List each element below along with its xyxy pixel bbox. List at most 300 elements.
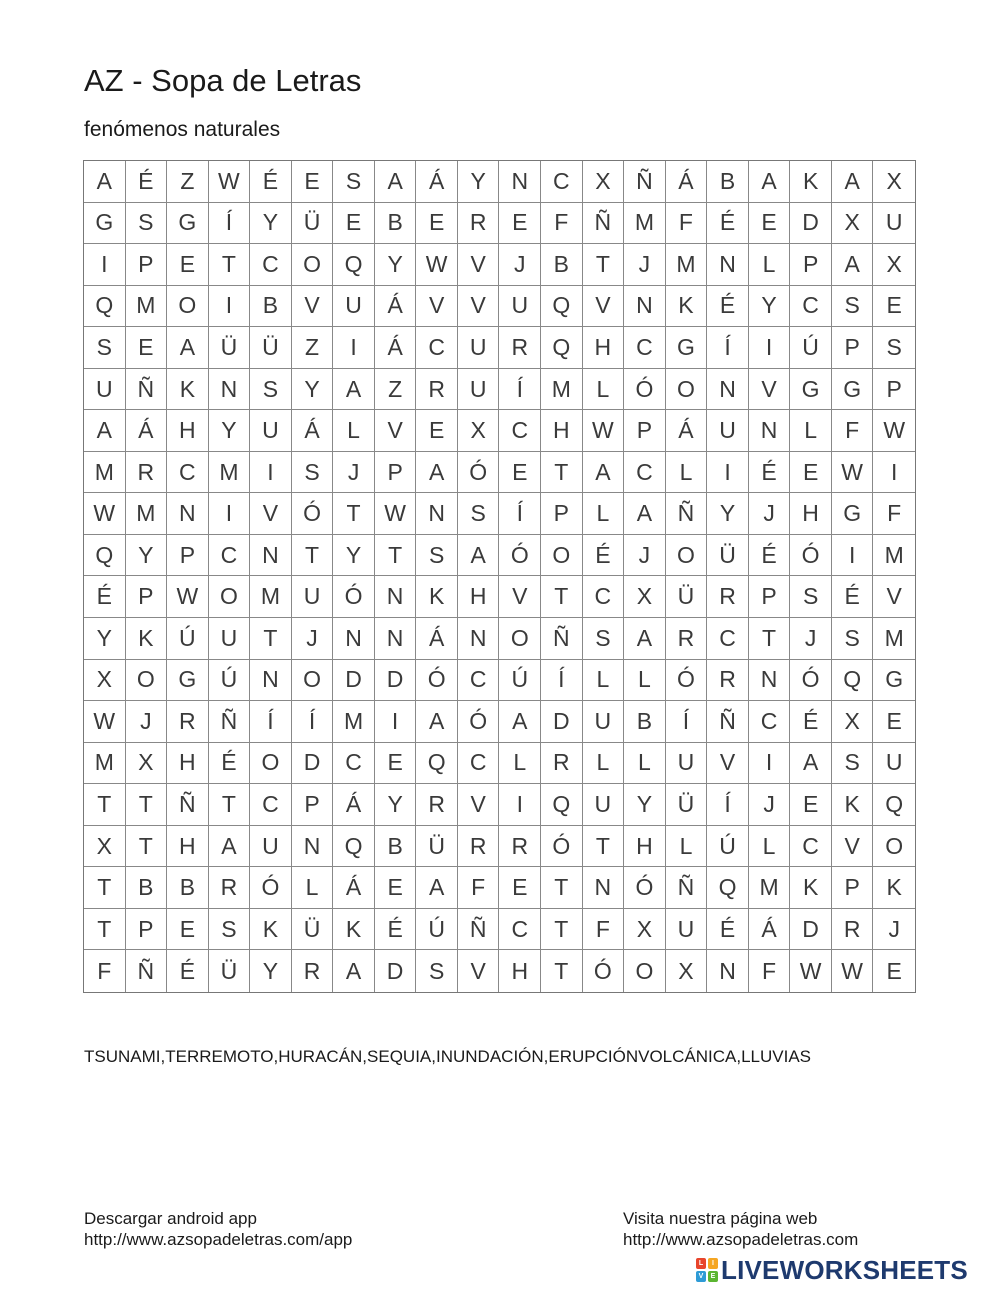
- grid-cell: N: [167, 493, 209, 535]
- grid-cell: V: [707, 743, 749, 785]
- grid-cell: O: [624, 950, 666, 992]
- grid-cell: N: [292, 826, 334, 868]
- grid-cell: R: [832, 909, 874, 951]
- grid-cell: S: [873, 327, 915, 369]
- grid-cell: R: [167, 701, 209, 743]
- grid-cell: Á: [666, 161, 708, 203]
- grid-cell: E: [416, 203, 458, 245]
- grid-cell: I: [873, 452, 915, 494]
- grid-cell: A: [790, 743, 832, 785]
- grid-cell: E: [873, 286, 915, 328]
- website-label: Visita nuestra página web: [623, 1209, 818, 1228]
- grid-cell: Ñ: [126, 950, 168, 992]
- grid-cell: É: [126, 161, 168, 203]
- grid-cell: V: [499, 576, 541, 618]
- grid-cell: Ñ: [624, 161, 666, 203]
- grid-cell: Á: [666, 410, 708, 452]
- grid-cell: J: [749, 493, 791, 535]
- grid-cell: J: [499, 244, 541, 286]
- grid-cell: A: [749, 161, 791, 203]
- grid-cell: V: [832, 826, 874, 868]
- grid-cell: Á: [375, 327, 417, 369]
- grid-cell: Ú: [416, 909, 458, 951]
- grid-cell: M: [250, 576, 292, 618]
- grid-cell: P: [624, 410, 666, 452]
- grid-cell: B: [541, 244, 583, 286]
- grid-cell: S: [126, 203, 168, 245]
- grid-cell: C: [250, 244, 292, 286]
- grid-cell: E: [790, 452, 832, 494]
- grid-cell: X: [873, 244, 915, 286]
- grid-cell: É: [832, 576, 874, 618]
- grid-cell: Y: [292, 369, 334, 411]
- grid-cell: J: [790, 618, 832, 660]
- grid-cell: Ó: [624, 369, 666, 411]
- grid-cell: C: [499, 909, 541, 951]
- grid-cell: V: [292, 286, 334, 328]
- grid-cell: M: [84, 743, 126, 785]
- grid-cell: N: [416, 493, 458, 535]
- grid-cell: X: [832, 203, 874, 245]
- grid-cell: P: [749, 576, 791, 618]
- grid-cell: K: [333, 909, 375, 951]
- grid-cell: E: [499, 203, 541, 245]
- grid-cell: G: [832, 493, 874, 535]
- grid-cell: Ó: [458, 701, 500, 743]
- grid-cell: C: [458, 660, 500, 702]
- grid-cell: Q: [333, 826, 375, 868]
- grid-cell: O: [499, 618, 541, 660]
- grid-cell: R: [458, 826, 500, 868]
- grid-cell: Í: [250, 701, 292, 743]
- grid-cell: W: [84, 493, 126, 535]
- grid-cell: X: [84, 826, 126, 868]
- grid-cell: A: [84, 161, 126, 203]
- grid-cell: N: [624, 286, 666, 328]
- grid-cell: C: [624, 327, 666, 369]
- grid-cell: E: [416, 410, 458, 452]
- grid-cell: T: [541, 950, 583, 992]
- grid-cell: M: [873, 535, 915, 577]
- grid-cell: G: [84, 203, 126, 245]
- grid-cell: Ú: [499, 660, 541, 702]
- grid-cell: C: [209, 535, 251, 577]
- grid-cell: C: [583, 576, 625, 618]
- grid-cell: P: [541, 493, 583, 535]
- grid-cell: P: [126, 576, 168, 618]
- grid-cell: Ñ: [541, 618, 583, 660]
- grid-cell: M: [209, 452, 251, 494]
- grid-cell: F: [458, 867, 500, 909]
- grid-cell: M: [666, 244, 708, 286]
- grid-cell: Í: [541, 660, 583, 702]
- grid-cell: É: [375, 909, 417, 951]
- grid-cell: C: [499, 410, 541, 452]
- grid-cell: C: [333, 743, 375, 785]
- grid-cell: Ó: [541, 826, 583, 868]
- grid-cell: Z: [167, 161, 209, 203]
- grid-cell: L: [583, 369, 625, 411]
- grid-cell: Ñ: [666, 867, 708, 909]
- grid-cell: U: [84, 369, 126, 411]
- grid-cell: U: [458, 327, 500, 369]
- grid-cell: K: [167, 369, 209, 411]
- grid-cell: A: [375, 161, 417, 203]
- grid-cell: A: [624, 618, 666, 660]
- grid-cell: S: [416, 535, 458, 577]
- grid-cell: N: [333, 618, 375, 660]
- grid-cell: B: [624, 701, 666, 743]
- grid-cell: R: [292, 950, 334, 992]
- grid-cell: V: [375, 410, 417, 452]
- grid-cell: M: [84, 452, 126, 494]
- logo-square: V: [696, 1271, 706, 1282]
- liveworksheets-logo-icon: [696, 1258, 718, 1282]
- grid-cell: Ú: [209, 660, 251, 702]
- grid-cell: V: [416, 286, 458, 328]
- grid-cell: W: [416, 244, 458, 286]
- grid-cell: Ó: [416, 660, 458, 702]
- grid-cell: C: [790, 826, 832, 868]
- grid-cell: E: [499, 452, 541, 494]
- grid-cell: T: [749, 618, 791, 660]
- grid-cell: B: [250, 286, 292, 328]
- grid-cell: B: [167, 867, 209, 909]
- grid-cell: M: [873, 618, 915, 660]
- grid-cell: N: [707, 950, 749, 992]
- grid-cell: E: [873, 701, 915, 743]
- grid-cell: Ó: [666, 660, 708, 702]
- grid-cell: V: [458, 784, 500, 826]
- grid-cell: K: [873, 867, 915, 909]
- grid-cell: O: [167, 286, 209, 328]
- grid-cell: P: [832, 867, 874, 909]
- grid-cell: Á: [333, 867, 375, 909]
- grid-cell: I: [707, 452, 749, 494]
- grid-cell: P: [790, 244, 832, 286]
- grid-cell: D: [292, 743, 334, 785]
- grid-cell: S: [416, 950, 458, 992]
- grid-cell: O: [666, 369, 708, 411]
- grid-cell: B: [126, 867, 168, 909]
- grid-cell: N: [583, 867, 625, 909]
- grid-cell: É: [749, 535, 791, 577]
- grid-cell: L: [624, 660, 666, 702]
- grid-cell: N: [375, 618, 417, 660]
- grid-cell: Y: [749, 286, 791, 328]
- grid-cell: H: [583, 327, 625, 369]
- grid-cell: Y: [333, 535, 375, 577]
- grid-cell: V: [749, 369, 791, 411]
- grid-cell: A: [499, 701, 541, 743]
- grid-cell: M: [126, 493, 168, 535]
- grid-cell: D: [541, 701, 583, 743]
- grid-cell: F: [666, 203, 708, 245]
- grid-cell: Ü: [292, 909, 334, 951]
- grid-cell: H: [624, 826, 666, 868]
- website-link[interactable]: http://www.azsopadeletras.com: [623, 1230, 859, 1249]
- grid-cell: S: [84, 327, 126, 369]
- grid-cell: Ú: [707, 826, 749, 868]
- grid-cell: Ñ: [209, 701, 251, 743]
- grid-cell: T: [583, 826, 625, 868]
- grid-cell: Ó: [790, 660, 832, 702]
- grid-cell: Ü: [250, 327, 292, 369]
- grid-cell: Ü: [292, 203, 334, 245]
- grid-cell: Ú: [790, 327, 832, 369]
- grid-cell: M: [541, 369, 583, 411]
- grid-cell: S: [292, 452, 334, 494]
- grid-cell: F: [84, 950, 126, 992]
- grid-cell: F: [832, 410, 874, 452]
- grid-cell: H: [167, 410, 209, 452]
- grid-cell: W: [790, 950, 832, 992]
- grid-cell: Y: [209, 410, 251, 452]
- grid-cell: L: [749, 244, 791, 286]
- grid-cell: Ü: [666, 784, 708, 826]
- grid-cell: Q: [832, 660, 874, 702]
- grid-cell: F: [873, 493, 915, 535]
- grid-cell: E: [333, 203, 375, 245]
- grid-cell: Ó: [250, 867, 292, 909]
- grid-cell: É: [749, 452, 791, 494]
- grid-cell: T: [375, 535, 417, 577]
- grid-cell: I: [250, 452, 292, 494]
- grid-cell: V: [458, 950, 500, 992]
- grid-cell: N: [749, 410, 791, 452]
- grid-cell: W: [167, 576, 209, 618]
- grid-cell: S: [458, 493, 500, 535]
- grid-cell: Ñ: [666, 493, 708, 535]
- grid-cell: C: [707, 618, 749, 660]
- grid-cell: O: [250, 743, 292, 785]
- grid-cell: Ü: [666, 576, 708, 618]
- grid-cell: Á: [126, 410, 168, 452]
- grid-cell: E: [126, 327, 168, 369]
- grid-cell: R: [458, 203, 500, 245]
- grid-cell: X: [832, 701, 874, 743]
- grid-cell: R: [416, 784, 458, 826]
- grid-cell: A: [832, 244, 874, 286]
- grid-cell: H: [458, 576, 500, 618]
- grid-cell: É: [167, 950, 209, 992]
- grid-cell: L: [583, 743, 625, 785]
- grid-cell: Á: [416, 618, 458, 660]
- grid-cell: Í: [499, 369, 541, 411]
- grid-cell: H: [541, 410, 583, 452]
- grid-cell: V: [583, 286, 625, 328]
- grid-cell: U: [499, 286, 541, 328]
- grid-cell: U: [873, 743, 915, 785]
- grid-cell: K: [832, 784, 874, 826]
- grid-cell: Ñ: [583, 203, 625, 245]
- grid-cell: C: [624, 452, 666, 494]
- grid-cell: Q: [707, 867, 749, 909]
- grid-cell: E: [167, 909, 209, 951]
- grid-cell: T: [84, 909, 126, 951]
- grid-cell: Í: [209, 203, 251, 245]
- grid-cell: T: [333, 493, 375, 535]
- grid-cell: T: [84, 784, 126, 826]
- grid-cell: A: [333, 369, 375, 411]
- logo-square: E: [708, 1271, 718, 1282]
- grid-cell: É: [250, 161, 292, 203]
- grid-cell: R: [499, 826, 541, 868]
- grid-cell: É: [790, 701, 832, 743]
- grid-cell: S: [333, 161, 375, 203]
- grid-cell: I: [499, 784, 541, 826]
- grid-cell: Y: [250, 203, 292, 245]
- grid-cell: L: [583, 493, 625, 535]
- grid-cell: W: [375, 493, 417, 535]
- grid-cell: I: [209, 286, 251, 328]
- grid-cell: F: [541, 203, 583, 245]
- logo-square: L: [696, 1258, 706, 1269]
- grid-cell: W: [832, 452, 874, 494]
- grid-cell: L: [499, 743, 541, 785]
- grid-cell: Z: [375, 369, 417, 411]
- grid-cell: H: [499, 950, 541, 992]
- grid-cell: Í: [499, 493, 541, 535]
- grid-cell: I: [832, 535, 874, 577]
- grid-cell: T: [541, 576, 583, 618]
- grid-cell: L: [583, 660, 625, 702]
- brand-text: LIVEWORKSHEETS: [721, 1254, 968, 1285]
- grid-cell: K: [790, 161, 832, 203]
- grid-cell: L: [624, 743, 666, 785]
- grid-cell: N: [250, 535, 292, 577]
- grid-cell: P: [167, 535, 209, 577]
- grid-cell: N: [458, 618, 500, 660]
- grid-cell: Ü: [416, 826, 458, 868]
- grid-cell: E: [790, 784, 832, 826]
- grid-cell: Á: [375, 286, 417, 328]
- grid-cell: X: [873, 161, 915, 203]
- grid-cell: D: [333, 660, 375, 702]
- grid-cell: V: [250, 493, 292, 535]
- grid-cell: U: [583, 784, 625, 826]
- grid-cell: X: [666, 950, 708, 992]
- grid-cell: T: [126, 784, 168, 826]
- grid-cell: O: [666, 535, 708, 577]
- grid-cell: I: [749, 327, 791, 369]
- grid-cell: L: [790, 410, 832, 452]
- grid-cell: Q: [541, 784, 583, 826]
- grid-cell: E: [749, 203, 791, 245]
- grid-cell: H: [167, 743, 209, 785]
- grid-cell: H: [167, 826, 209, 868]
- grid-cell: H: [790, 493, 832, 535]
- grid-cell: Y: [375, 244, 417, 286]
- grid-cell: I: [749, 743, 791, 785]
- grid-cell: J: [126, 701, 168, 743]
- grid-cell: N: [250, 660, 292, 702]
- grid-cell: X: [126, 743, 168, 785]
- grid-cell: A: [333, 950, 375, 992]
- footer-android-app: [84, 1208, 352, 1250]
- grid-cell: U: [333, 286, 375, 328]
- grid-cell: R: [499, 327, 541, 369]
- grid-cell: P: [832, 327, 874, 369]
- grid-cell: S: [832, 618, 874, 660]
- grid-cell: B: [375, 826, 417, 868]
- grid-cell: O: [292, 660, 334, 702]
- grid-cell: C: [749, 701, 791, 743]
- grid-cell: P: [873, 369, 915, 411]
- grid-cell: T: [541, 867, 583, 909]
- grid-cell: A: [84, 410, 126, 452]
- grid-cell: T: [541, 452, 583, 494]
- grid-cell: E: [375, 743, 417, 785]
- grid-cell: Ó: [333, 576, 375, 618]
- grid-cell: J: [292, 618, 334, 660]
- grid-cell: U: [707, 410, 749, 452]
- grid-cell: X: [624, 909, 666, 951]
- grid-cell: R: [707, 576, 749, 618]
- grid-cell: R: [707, 660, 749, 702]
- grid-cell: A: [624, 493, 666, 535]
- android-app-link[interactable]: http://www.azsopadeletras.com/app: [84, 1230, 353, 1249]
- grid-cell: M: [749, 867, 791, 909]
- grid-cell: V: [458, 286, 500, 328]
- grid-cell: Ó: [624, 867, 666, 909]
- grid-cell: C: [790, 286, 832, 328]
- grid-cell: É: [707, 203, 749, 245]
- grid-cell: I: [375, 701, 417, 743]
- grid-cell: J: [873, 909, 915, 951]
- grid-cell: C: [416, 327, 458, 369]
- grid-cell: N: [209, 369, 251, 411]
- grid-cell: Y: [458, 161, 500, 203]
- grid-cell: Y: [375, 784, 417, 826]
- grid-cell: Q: [416, 743, 458, 785]
- grid-cell: S: [790, 576, 832, 618]
- grid-cell: Z: [292, 327, 334, 369]
- grid-cell: Ó: [790, 535, 832, 577]
- grid-cell: Q: [333, 244, 375, 286]
- grid-cell: T: [84, 867, 126, 909]
- grid-cell: D: [375, 950, 417, 992]
- grid-cell: É: [84, 576, 126, 618]
- grid-cell: S: [832, 286, 874, 328]
- grid-cell: L: [292, 867, 334, 909]
- grid-cell: Ó: [583, 950, 625, 992]
- footer-website: [623, 1208, 858, 1250]
- grid-cell: C: [250, 784, 292, 826]
- grid-cell: W: [873, 410, 915, 452]
- grid-cell: C: [541, 161, 583, 203]
- grid-cell: U: [666, 909, 708, 951]
- grid-cell: G: [167, 660, 209, 702]
- grid-cell: U: [458, 369, 500, 411]
- grid-cell: O: [126, 660, 168, 702]
- grid-cell: Ó: [292, 493, 334, 535]
- grid-cell: W: [84, 701, 126, 743]
- grid-cell: Ó: [458, 452, 500, 494]
- grid-cell: X: [583, 161, 625, 203]
- grid-cell: Q: [84, 535, 126, 577]
- grid-cell: J: [624, 244, 666, 286]
- grid-cell: L: [666, 826, 708, 868]
- grid-cell: K: [250, 909, 292, 951]
- liveworksheets-brand[interactable]: [696, 1255, 968, 1285]
- grid-cell: A: [167, 327, 209, 369]
- grid-cell: T: [209, 244, 251, 286]
- grid-cell: Q: [541, 286, 583, 328]
- grid-cell: A: [416, 701, 458, 743]
- grid-cell: Ñ: [167, 784, 209, 826]
- grid-cell: G: [873, 660, 915, 702]
